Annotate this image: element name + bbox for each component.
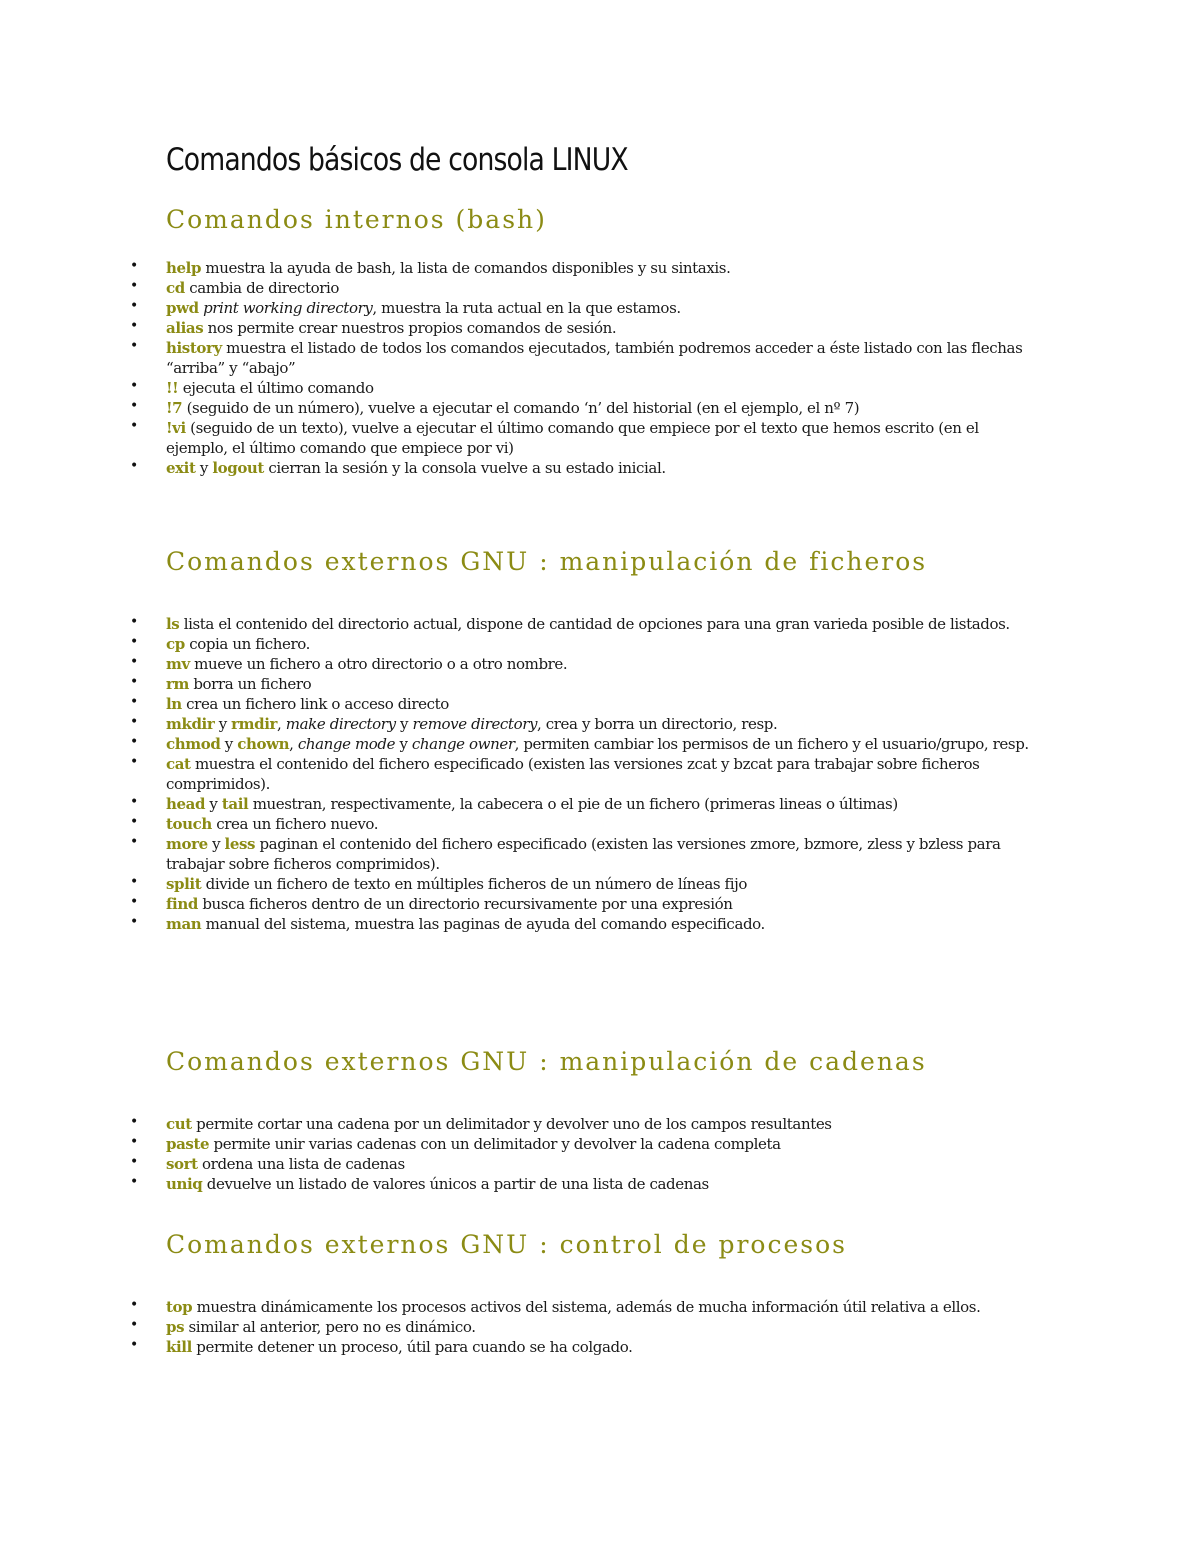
description-text: y: [395, 715, 413, 733]
bullet-icon: •: [130, 1337, 139, 1353]
list-item: [130, 318, 1046, 338]
section-heading: Comandos externos GNU : manipulación de ficheros: [166, 547, 928, 576]
item-text: [166, 714, 1030, 734]
command-name: !vi: [166, 419, 186, 437]
list-item: [130, 794, 1046, 814]
bullet-icon: •: [130, 894, 139, 910]
command-name: exit: [166, 459, 196, 477]
description-text: divide un fichero de texto en múltiples ficheros de un número de líneas fijo: [201, 875, 747, 893]
command-name: uniq: [166, 1175, 203, 1193]
command-name: split: [166, 875, 202, 893]
list-item: [130, 614, 1046, 634]
command-name: chmod: [166, 735, 221, 753]
command-name: find: [166, 895, 198, 913]
description-text: lista el contenido del directorio actual, dispone de cantidad de opciones para una gran varieda posible de listados.: [179, 615, 1010, 633]
page-title: Comandos básicos de consola LINUX: [166, 142, 628, 178]
command-list: [130, 614, 1046, 934]
bullet-icon: •: [130, 614, 139, 630]
bullet-icon: •: [130, 794, 139, 810]
description-text: , crea y borra un directorio, resp.: [537, 715, 778, 733]
description-text: crea un fichero link o acceso directo: [181, 695, 449, 713]
item-text: [166, 1317, 1030, 1337]
list-item: [130, 914, 1046, 934]
command-name: cd: [166, 279, 185, 297]
item-text: [166, 1114, 1030, 1134]
item-text: [166, 894, 1030, 914]
description-text: ejecuta el último comando: [178, 379, 374, 397]
description-text: y: [207, 835, 225, 853]
bullet-icon: •: [130, 1114, 139, 1130]
description-text: ,: [289, 735, 298, 753]
command-name: man: [166, 915, 202, 933]
command-name: touch: [166, 815, 212, 833]
bullet-icon: •: [130, 278, 139, 294]
list-item: [130, 1174, 1046, 1194]
command-name: tail: [221, 795, 249, 813]
list-item: [130, 1114, 1046, 1134]
item-text: [166, 634, 1030, 654]
list-item: [130, 634, 1046, 654]
item-text: [166, 318, 1030, 338]
description-text: muestra dinámicamente los procesos activos del sistema, además de mucha información útil relativa a ellos.: [192, 1298, 981, 1316]
italic-term: make directory: [285, 715, 396, 733]
item-text: [166, 278, 1030, 298]
bullet-icon: •: [130, 1297, 139, 1313]
description-text: manual del sistema, muestra las paginas de ayuda del comando especificado.: [201, 915, 765, 933]
command-name: mv: [166, 655, 190, 673]
list-item: [130, 1134, 1046, 1154]
list-item: [130, 1154, 1046, 1174]
bullet-icon: •: [130, 398, 139, 414]
bullet-icon: •: [130, 258, 139, 274]
list-item: [130, 1337, 1046, 1357]
description-text: , permiten cambiar los permisos de un fichero y el usuario/grupo, resp.: [514, 735, 1029, 753]
command-name: top: [166, 1298, 193, 1316]
description-text: muestran, respectivamente, la cabecera o el pie de un fichero (primeras lineas o últimas): [248, 795, 898, 813]
command-name: logout: [212, 459, 264, 477]
italic-term: change owner: [411, 735, 515, 753]
description-text: devuelve un listado de valores únicos a partir de una lista de cadenas: [202, 1175, 709, 1193]
description-text: y: [205, 795, 222, 813]
command-name: help: [166, 259, 202, 277]
command-name: cp: [166, 635, 185, 653]
description-text: copia un fichero.: [184, 635, 311, 653]
bullet-icon: •: [130, 378, 139, 394]
description-text: muestra el listado de todos los comandos ejecutados, también podremos acceder a éste listado con las flechas “arriba” y “abajo”: [166, 339, 1023, 377]
list-item: [130, 338, 1046, 378]
bullet-icon: •: [130, 298, 139, 314]
description-text: , muestra la ruta actual en la que estamos.: [372, 299, 681, 317]
item-text: [166, 378, 1030, 398]
command-name: chown: [237, 735, 290, 753]
list-item: [130, 734, 1046, 754]
description-text: ,: [277, 715, 286, 733]
description-text: cierran la sesión y la consola vuelve a su estado inicial.: [263, 459, 666, 477]
bullet-icon: •: [130, 754, 139, 770]
list-item: [130, 654, 1046, 674]
section-4: [130, 1230, 1046, 1357]
item-text: [166, 418, 1030, 458]
command-name: !!: [166, 379, 179, 397]
bullet-icon: •: [130, 914, 139, 930]
item-text: [166, 654, 1030, 674]
list-item: [130, 298, 1046, 318]
command-name: history: [166, 339, 222, 357]
command-name: kill: [166, 1338, 192, 1356]
italic-term: print working directory: [203, 299, 373, 317]
command-list: [130, 258, 1046, 478]
list-item: [130, 278, 1046, 298]
list-item: [130, 754, 1046, 794]
section-heading: Comandos internos (bash): [166, 205, 547, 234]
list-item: [130, 894, 1046, 914]
bullet-icon: •: [130, 654, 139, 670]
description-text: permite detener un proceso, útil para cuando se ha colgado.: [191, 1338, 633, 1356]
list-item: [130, 1317, 1046, 1337]
description-text: permite cortar una cadena por un delimitador y devolver uno de los campos resultantes: [191, 1115, 832, 1133]
list-item: [130, 418, 1046, 458]
bullet-icon: •: [130, 814, 139, 830]
command-name: ln: [166, 695, 182, 713]
list-item: [130, 874, 1046, 894]
list-item: [130, 714, 1046, 734]
bullet-icon: •: [130, 418, 139, 434]
item-text: [166, 754, 1030, 794]
description-text: (seguido de un número), vuelve a ejecutar el comando ‘n’ del historial (en el ejemplo, el nº 7): [182, 399, 860, 417]
item-text: [166, 1134, 1030, 1154]
bullet-icon: •: [130, 834, 139, 850]
list-item: [130, 258, 1046, 278]
item-text: [166, 458, 1030, 478]
description-text: cambia de directorio: [184, 279, 340, 297]
item-text: [166, 298, 1030, 318]
description-text: borra un fichero: [188, 675, 312, 693]
command-name: rm: [166, 675, 189, 693]
bullet-icon: •: [130, 1317, 139, 1333]
bullet-icon: •: [130, 874, 139, 890]
bullet-icon: •: [130, 318, 139, 334]
command-name: !7: [166, 399, 183, 417]
item-text: [166, 834, 1030, 874]
item-text: [166, 398, 1030, 418]
command-name: ps: [166, 1318, 185, 1336]
description-text: paginan el contenido del fichero especificado (existen las versiones zmore, bzmore, zless y bzless para trabajar sobre ficheros comprimidos).: [166, 835, 1001, 873]
description-text: crea un fichero nuevo.: [211, 815, 379, 833]
item-text: [166, 1174, 1030, 1194]
description-text: (seguido de un texto), vuelve a ejecutar el último comando que empiece por el texto que hemos escrito (en el ejemplo, el último comando que empiece por vi): [166, 419, 979, 457]
list-item: [130, 814, 1046, 834]
item-text: [166, 1337, 1030, 1357]
description-text: y: [220, 735, 238, 753]
bullet-icon: •: [130, 634, 139, 650]
item-text: [166, 1154, 1030, 1174]
command-list: [130, 1114, 1046, 1194]
item-text: [166, 914, 1030, 934]
command-name: ls: [166, 615, 180, 633]
command-name: mkdir: [166, 715, 215, 733]
description-text: busca ficheros dentro de un directorio recursivamente por una expresión: [197, 895, 733, 913]
italic-term: change mode: [297, 735, 396, 753]
command-name: alias: [166, 319, 204, 337]
description-text: similar al anterior, pero no es dinámico.: [184, 1318, 476, 1336]
description-text: mueve un fichero a otro directorio o a otro nombre.: [189, 655, 568, 673]
command-name: pwd: [166, 299, 199, 317]
bullet-icon: •: [130, 1174, 139, 1190]
command-name: less: [224, 835, 256, 853]
description-text: nos permite crear nuestros propios comandos de sesión.: [203, 319, 617, 337]
command-name: cat: [166, 755, 191, 773]
list-item: [130, 834, 1046, 874]
description-text: y: [395, 735, 412, 753]
bullet-icon: •: [130, 1154, 139, 1170]
section-2: [130, 547, 1046, 934]
bullet-icon: •: [130, 714, 139, 730]
bullet-icon: •: [130, 694, 139, 710]
description-text: y: [195, 459, 213, 477]
list-item: [130, 458, 1046, 478]
bullet-icon: •: [130, 734, 139, 750]
item-text: [166, 258, 1030, 278]
description-text: muestra la ayuda de bash, la lista de comandos disponibles y su sintaxis.: [201, 259, 731, 277]
item-text: [166, 734, 1030, 754]
description-text: muestra el contenido del fichero especificado (existen las versiones zcat y bzcat para trabajar sobre ficheros comprimidos).: [166, 755, 980, 793]
command-name: rmdir: [231, 715, 278, 733]
item-text: [166, 338, 1030, 378]
command-name: sort: [166, 1155, 198, 1173]
command-name: more: [166, 835, 208, 853]
item-text: [166, 674, 1030, 694]
list-item: [130, 674, 1046, 694]
item-text: [166, 814, 1030, 834]
description-text: permite unir varias cadenas con un delimitador y devolver la cadena completa: [209, 1135, 781, 1153]
bullet-icon: •: [130, 1134, 139, 1150]
section-heading: Comandos externos GNU : manipulación de cadenas: [166, 1047, 927, 1076]
command-name: head: [166, 795, 206, 813]
bullet-icon: •: [130, 458, 139, 474]
item-text: [166, 874, 1030, 894]
list-item: [130, 1297, 1046, 1317]
item-text: [166, 794, 1030, 814]
command-name: cut: [166, 1115, 192, 1133]
item-text: [166, 614, 1030, 634]
description-text: ordena una lista de cadenas: [197, 1155, 405, 1173]
list-item: [130, 694, 1046, 714]
list-item: [130, 378, 1046, 398]
italic-term: remove directory: [412, 715, 538, 733]
section-heading: Comandos externos GNU : control de procesos: [166, 1230, 847, 1259]
section-3: [130, 1047, 1046, 1194]
bullet-icon: •: [130, 338, 139, 354]
description-text: y: [214, 715, 232, 733]
command-list: [130, 1297, 1046, 1357]
section-1: [130, 205, 1046, 478]
list-item: [130, 398, 1046, 418]
item-text: [166, 1297, 1030, 1317]
bullet-icon: •: [130, 674, 139, 690]
item-text: [166, 694, 1030, 714]
command-name: paste: [166, 1135, 210, 1153]
